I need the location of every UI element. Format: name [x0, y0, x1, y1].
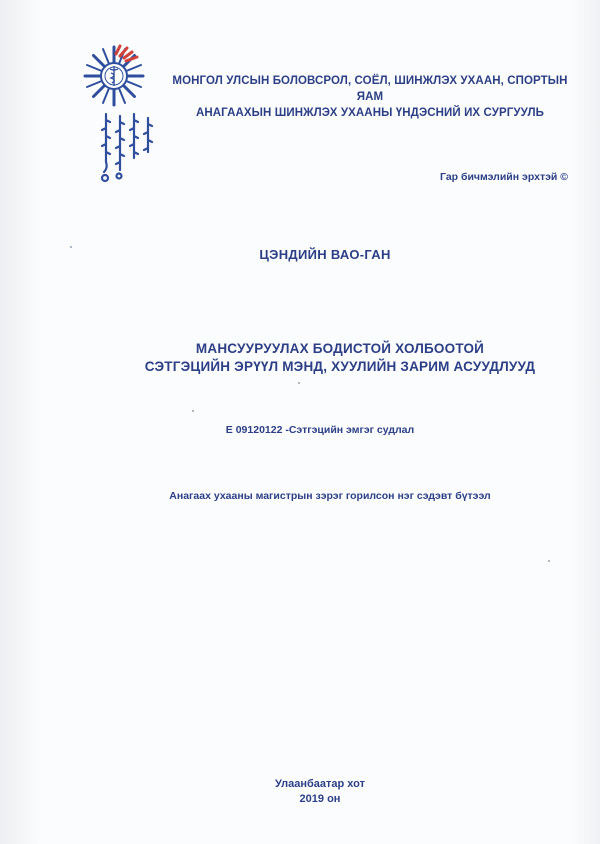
- thesis-title: [0, 340, 600, 376]
- copyright-notice: Гар бичмэлийн эрхтэй ©: [440, 171, 568, 183]
- degree-statement: Анагаах ухааны магистрын зэрэг горилсон нэг сэдэвт бүтээл: [169, 490, 491, 502]
- thesis-title-line-1: МАНСУУРУУЛАХ БОДИСТОЙ ХОЛБООТОЙ: [195, 341, 485, 356]
- speciality-code: Е 09120122 -Сэтгэцийн эмгэг судлал: [225, 424, 415, 436]
- scan-speck: [70, 246, 72, 248]
- university-name: АНАГААХЫН ШИНЖЛЭХ УХААНЫ ҮНДЭСНИЙ ИХ СУРГУУЛЬ: [195, 107, 545, 119]
- scan-speck: [298, 382, 300, 384]
- scan-speck: [548, 560, 550, 562]
- thesis-title-line-2: СЭТГЭЦИЙН ЭРҮҮЛ МЭНД, ХУУЛИЙН ЗАРИМ АСУУДЛУУД: [144, 359, 536, 374]
- city: Улаанбаатар хот: [274, 778, 365, 790]
- ministry-line-1: МОНГОЛ УЛСЫН БОЛОВСРОЛ, СОЁЛ, ШИНЖЛЭХ УХААН, СПОРТЫН ЯАМ: [172, 75, 568, 103]
- ministry-header: [160, 73, 580, 121]
- scan-edge-right: [570, 0, 600, 844]
- scan-speck: [192, 410, 194, 412]
- university-logo-icon: [82, 44, 146, 108]
- year: 2019 он: [299, 793, 341, 805]
- mongolian-script-logotype: [96, 112, 156, 192]
- place-and-year: [0, 777, 600, 807]
- scan-edge-left: [0, 0, 40, 844]
- author-name: ЦЭНДИЙН ВАО-ГАН: [259, 247, 391, 262]
